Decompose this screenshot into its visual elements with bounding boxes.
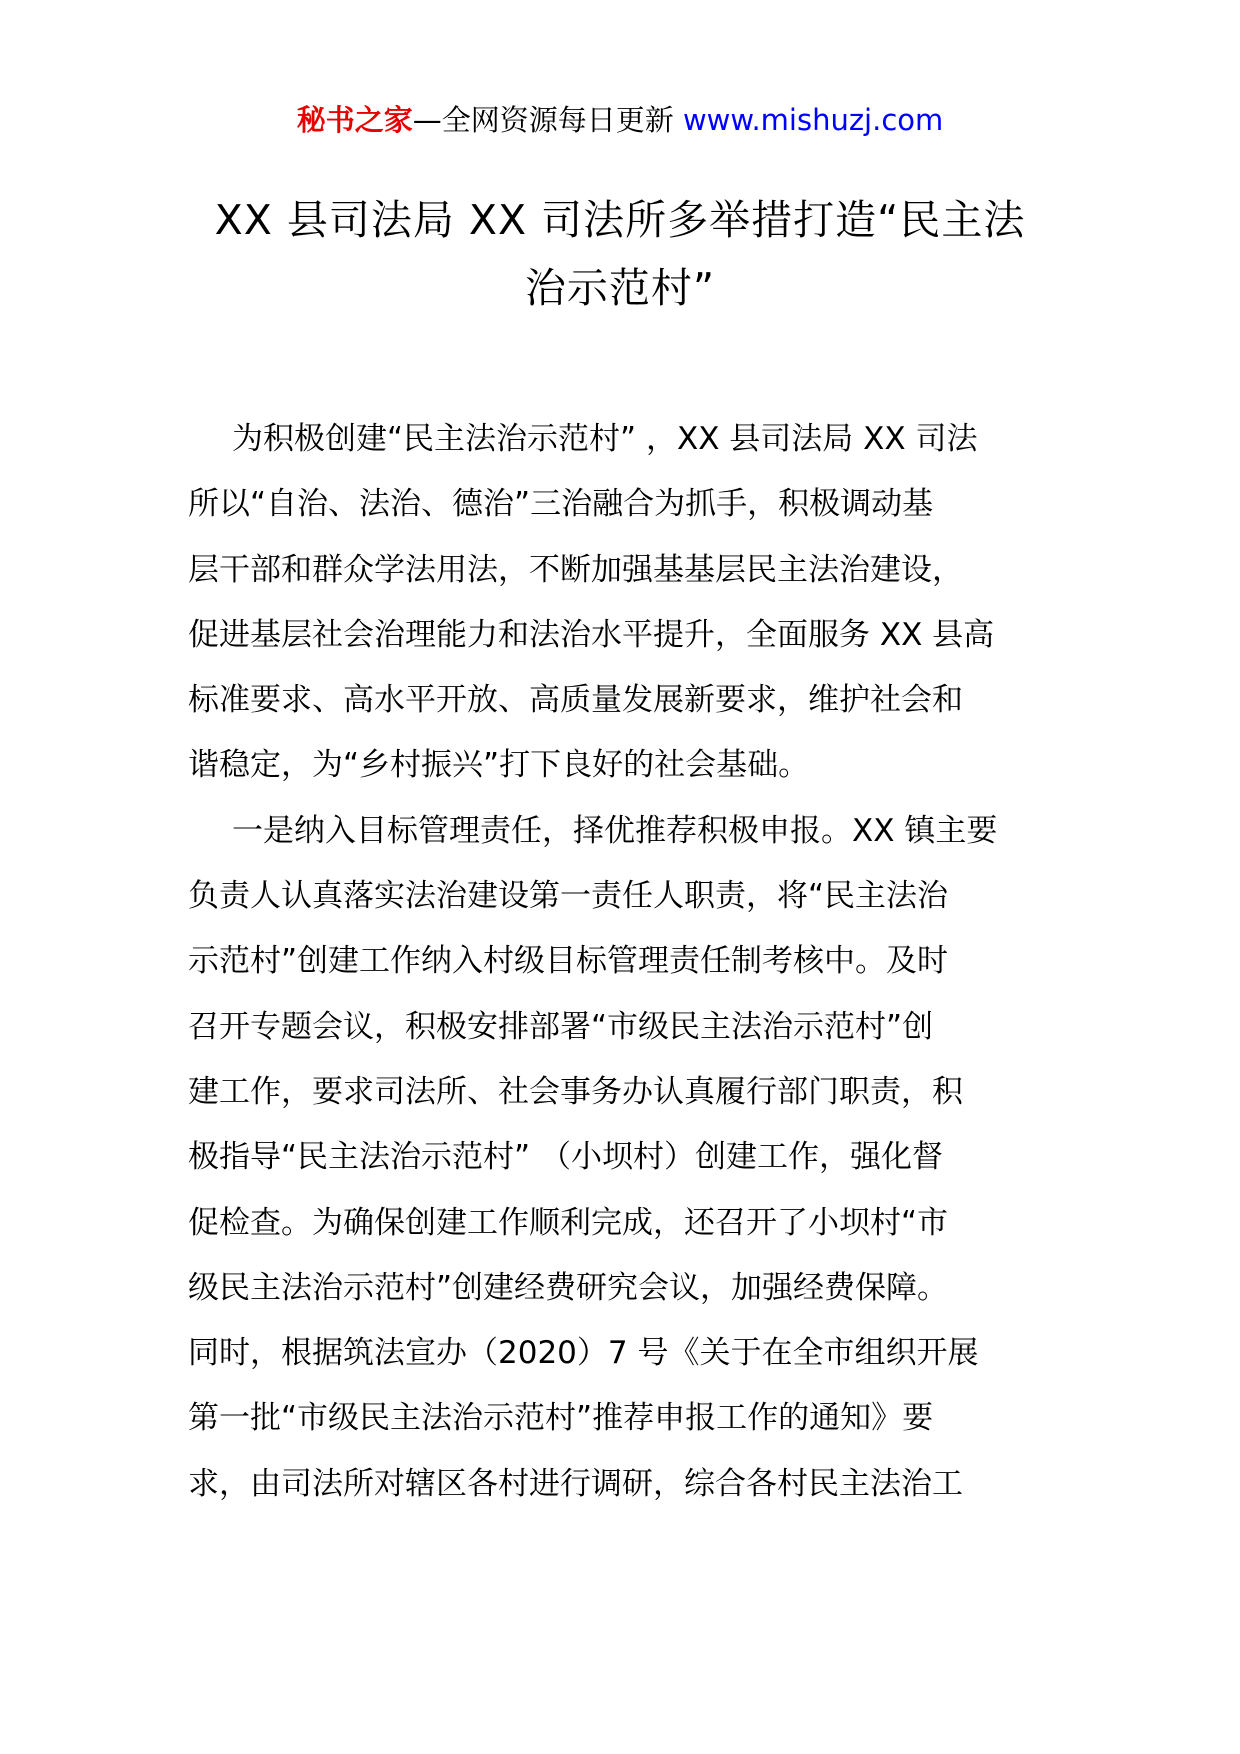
header-tagline: —全网资源每日更新 <box>412 103 674 137</box>
paragraph-line: 一是纳入目标管理责任，择优推荐积极申报。XX 镇主要 <box>232 812 998 849</box>
paragraph-line: 为积极创建“民主法治示范村” ，XX 县司法局 XX 司法 <box>232 421 978 457</box>
paragraph-line: 促检查。为确保创建工作顺利完成，还召开了小坝村“市 <box>188 1204 949 1241</box>
paragraph-line: 召开专题会议，积极安排部署“市级民主法治示范村”创 <box>188 1008 934 1045</box>
site-url-link[interactable]: www.mishuzj.com <box>682 103 944 137</box>
paragraph-line: 建工作，要求司法所、社会事务办认真履行部门职责，积 <box>188 1073 963 1110</box>
title-line: XX 县司法局 XX 司法所多举措打造“民主法 <box>214 196 1026 244</box>
paragraph-line: 示范村”创建工作纳入村级目标管理责任制考核中。及时 <box>188 943 949 980</box>
paragraph-line: 极指导“民主法治示范村” （小坝村）创建工作，强化督 <box>188 1139 943 1176</box>
paragraph-line: 求，由司法所对辖区各村进行调研，综合各村民主法治工 <box>188 1465 963 1502</box>
paragraph-line: 层干部和群众学法用法，不断加强基基层民主法治建设， <box>188 551 963 588</box>
paragraph-line: 同时，根据筑法宣办（2020）7 号《关于在全市组织开展 <box>188 1335 979 1372</box>
paragraph-line: 第一批“市级民主法治示范村”推荐申报工作的通知》要 <box>188 1400 934 1437</box>
paragraph-line: 所以“自治、法治、德治”三治融合为抓手，积极调动基 <box>188 486 934 523</box>
title-line: 治示范村” <box>524 264 716 312</box>
paragraph-line: 负责人认真落实法治建设第一责任人职责，将“民主法治 <box>188 878 949 915</box>
brand-name: 秘书之家 <box>296 103 413 137</box>
paragraph-line: 促进基层社会治理能力和法治水平提升，全面服务 XX 县高 <box>188 616 995 653</box>
document-title <box>180 186 1060 322</box>
paragraph-line: 级民主法治示范村”创建经费研究会议，加强经费保障。 <box>188 1269 949 1306</box>
site-header <box>0 100 1240 140</box>
document-body <box>188 407 1068 1517</box>
paragraph-line: 标准要求、高水平开放、高质量发展新要求，维护社会和 <box>188 682 963 719</box>
paragraph-line: 谐稳定，为“乡村振兴”打下良好的社会基础。 <box>188 747 810 784</box>
